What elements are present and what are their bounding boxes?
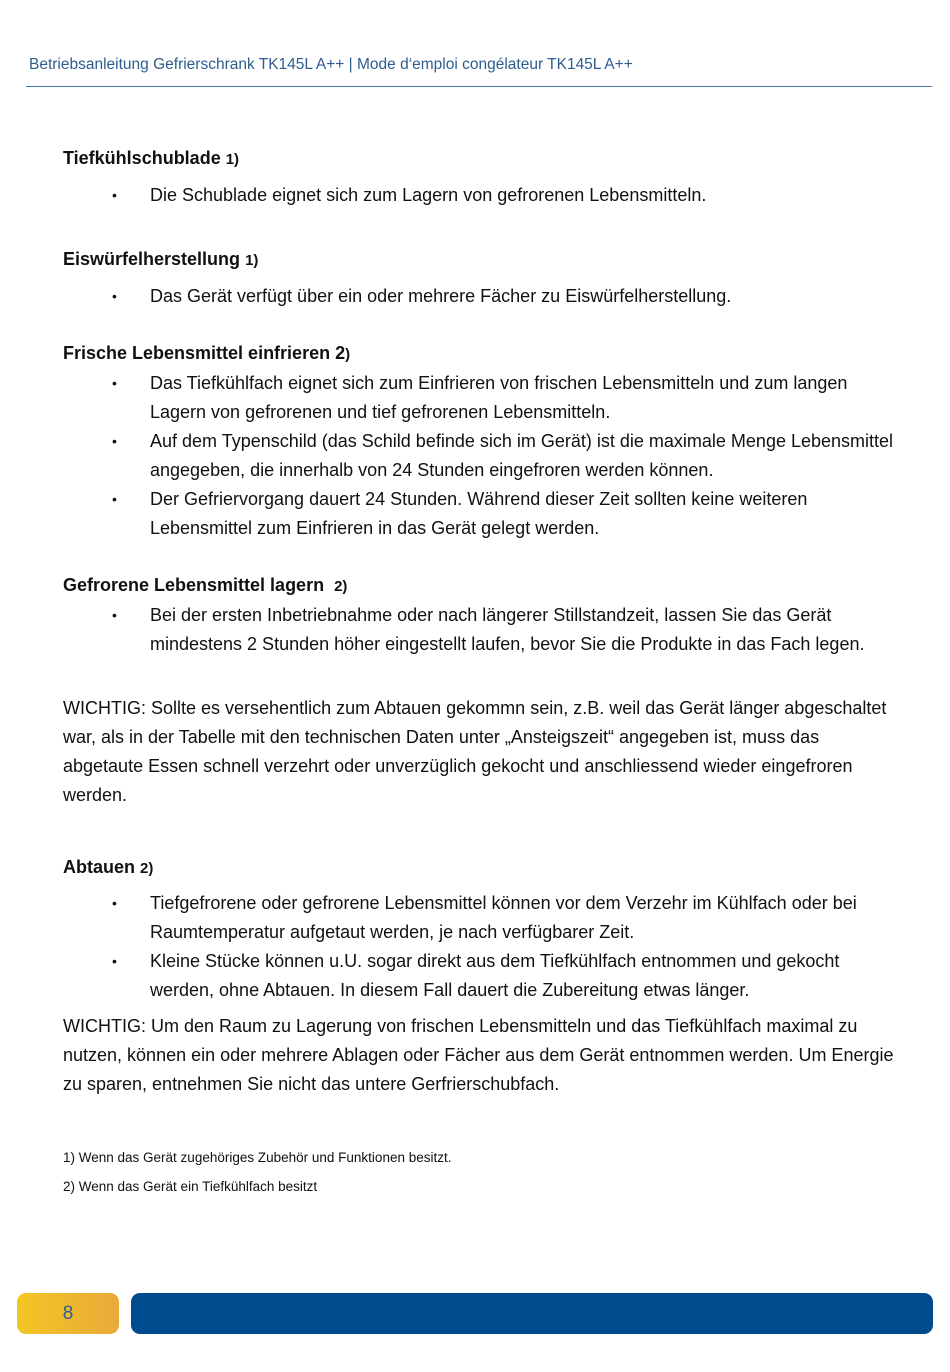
list-item (0, 282, 950, 311)
bullet-icon: • (112, 288, 117, 304)
list-item-text: Der Gefriervorgang dauert 24 Stunden. Während dieser Zeit sollten keine weiteren Lebensmittel zum Einfrieren in das Gerät gelegt werden. (150, 489, 808, 538)
bullet-list (0, 282, 950, 311)
page-number-badge (17, 1293, 119, 1334)
header-divider (26, 86, 932, 87)
important-note: WICHTIG: Sollte es versehentlich zum Abtauen gekommn sein, z.B. weil das Gerät länger abgeschaltet war, als in der Tabelle mit den technischen Daten unter „Ansteigszeit“ angegeben ist, muss das abgetaute Essen schnell verzehrt oder unverzüglich gekocht und anschliessend wieder eingefroren werden. (63, 698, 887, 805)
list-item (0, 947, 950, 1005)
bullet-list (0, 601, 950, 659)
list-item (0, 889, 950, 947)
footnote-ref: 2) (140, 860, 154, 877)
section-heading-abtauen (63, 857, 153, 878)
list-item (0, 485, 950, 543)
bullet-icon: • (112, 491, 117, 507)
bullet-icon: • (112, 187, 117, 203)
bullet-list (0, 889, 950, 1005)
footnote-2: 2) Wenn das Gerät ein Tiefkühlfach besitzt (63, 1179, 318, 1194)
bullet-icon: • (112, 433, 117, 449)
list-item (0, 369, 950, 427)
footnote-ref: ) (345, 346, 351, 363)
section-heading-gefrorene-lebensmittel (63, 575, 347, 596)
list-item-text: Das Gerät verfügt über ein oder mehrere Fächer zu Eiswürfelherstellung. (150, 286, 732, 306)
heading-text: Tiefkühlschublade (63, 148, 221, 168)
bullet-list (0, 181, 950, 210)
list-item (0, 427, 950, 485)
heading-text: Gefrorene Lebensmittel lagern (63, 575, 325, 595)
footnote-ref: 1) (245, 252, 259, 269)
list-item (0, 181, 950, 210)
section-heading-frische-lebensmittel (63, 343, 350, 364)
bullet-icon: • (112, 375, 117, 391)
heading-text: Abtauen (63, 857, 135, 877)
list-item-text: Kleine Stücke können u.U. sogar direkt aus dem Tiefkühlfach entnommen und gekocht werden, ohne Abtauen. In diesem Fall dauert die Zubereitung etwas länger. (150, 951, 840, 1000)
list-item-text: Das Tiefkühlfach eignet sich zum Einfrieren von frischen Lebensmitteln und zum langen Lagern von gefrorenen und tief gefrorenen Lebensmitteln. (150, 373, 848, 422)
list-item-text: Die Schublade eignet sich zum Lagern von gefrorenen Lebensmitteln. (150, 185, 707, 205)
bullet-icon: • (112, 953, 117, 969)
section-heading-eiswuerfelherstellung (63, 249, 258, 270)
heading-text: Eiswürfelherstellung (63, 249, 241, 269)
list-item-text: Bei der ersten Inbetriebnahme oder nach längerer Stillstandzeit, lassen Sie das Gerät mindestens 2 Stunden höher eingestellt laufen, bevor Sie die Produkte in das Fach legen. (150, 605, 865, 654)
section-heading-tiefkuehlschublade (63, 148, 239, 169)
footnote-ref: 2) (334, 578, 348, 595)
bullet-list (0, 369, 950, 543)
bullet-icon: • (112, 607, 117, 623)
heading-text: Frische Lebensmittel einfrieren 2 (63, 343, 346, 363)
list-item (0, 601, 950, 659)
footnote-1: 1) Wenn das Gerät zugehöriges Zubehör und Funktionen besitzt. (63, 1150, 452, 1165)
footnote-ref: 1) (225, 151, 240, 168)
page-number: 8 (62, 1302, 74, 1324)
bullet-icon: • (112, 895, 117, 911)
footer-bar (131, 1293, 933, 1334)
list-item-text: Tiefgefrorene oder gefrorene Lebensmittel können vor dem Verzehr im Kühlfach oder bei Raumtemperatur aufgetaut werden, je nach verfügbarer Zeit. (150, 893, 857, 942)
document-header: Betriebsanleitung Gefrierschrank TK145L A++ | Mode d‘emploi congélateur TK145L A++ (29, 56, 633, 73)
list-item-text: Auf dem Typenschild (das Schild befinde sich im Gerät) ist die maximale Menge Lebensmittel angegeben, die innerhalb von 24 Stunden eingefroren werden können. (150, 431, 894, 480)
important-note: WICHTIG: Um den Raum zu Lagerung von frischen Lebensmitteln und das Tiefkühlfach maximal zu nutzen, können ein oder mehrere Ablagen oder Fächer aus dem Gerät entnommen werden. Um Energie zu sparen, entnehmen Sie nicht das untere Gerfrierschubfach. (63, 1016, 894, 1094)
